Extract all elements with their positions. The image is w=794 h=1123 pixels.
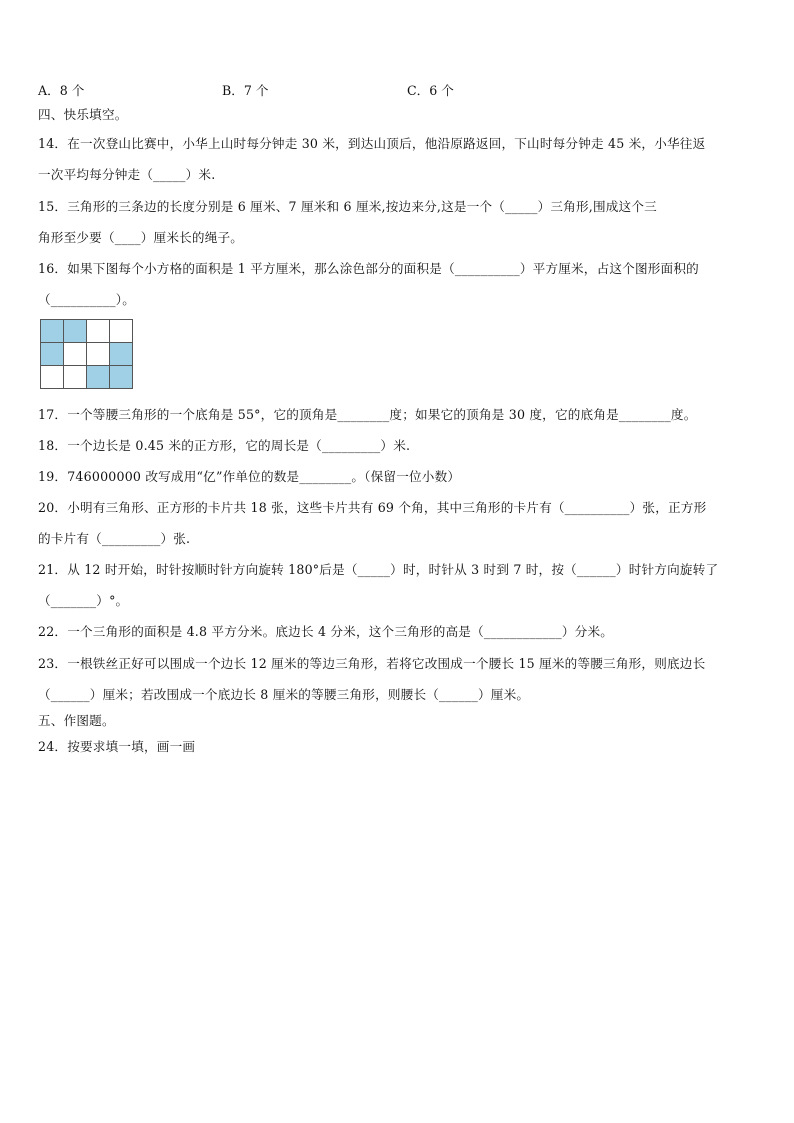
section-five-heading: 五、作图题。 [38, 713, 115, 728]
grid-cell-shaded [41, 343, 64, 366]
grid-cell-blank [41, 366, 64, 389]
grid-cell-shaded [64, 320, 87, 343]
question-22: 22．一个三角形的面积是 4.8 平方分米。底边长 4 分米，这个三角形的高是（____________）分米。 [38, 624, 614, 639]
question-14-line-2: 一次平均每分钟走（_____）米. [38, 167, 216, 182]
question-17: 17．一个等腰三角形的一个底角是 55°，它的顶角是________度；如果它的顶角是 30 度，它的底角是________度。 [38, 407, 697, 422]
question-19: 19．746000000 改写成用“亿”作单位的数是________。（保留一位小数） [38, 469, 461, 484]
section-four-heading: 四、快乐填空。 [38, 107, 128, 122]
option-b: B．7 个 [222, 83, 269, 98]
question-23-line-1: 23．一根铁丝正好可以围成一个边长 12 厘米的等边三角形，若将它改围成一个腰长 15 厘米的等腰三角形，则底边长 [38, 656, 706, 671]
question-23-line-2: （______）厘米；若改围成一个底边长 8 厘米的等腰三角形，则腰长（______）厘米。 [38, 687, 530, 702]
option-a: A．8 个 [38, 83, 85, 98]
question-21-line-1: 21．从 12 时开始，时针按顺时针方向旋转 180°后是（_____）时，时针从 3 时到 7 时，按（______）时针方向旋转了 [38, 562, 719, 577]
grid-cell-blank [87, 320, 110, 343]
grid-cell-shaded [87, 366, 110, 389]
option-c: C．6 个 [407, 83, 454, 98]
question-16-line-1: 16．如果下图每个小方格的面积是 1 平方厘米，那么涂色部分的面积是（__________）平方厘米，占这个图形面积的 [38, 261, 699, 276]
grid-cell-blank [110, 320, 133, 343]
grid-cell-shaded [41, 320, 64, 343]
grid-cell-shaded [110, 343, 133, 366]
area-grid-figure [40, 319, 133, 389]
grid-cell-blank [87, 343, 110, 366]
question-20-line-1: 20．小明有三角形、正方形的卡片共 18 张，这些卡片共有 69 个角，其中三角形的卡片有（__________）张，正方形 [38, 500, 707, 515]
question-24: 24．按要求填一填，画一画 [38, 739, 196, 754]
question-15-line-2: 角形至少要（____）厘米长的绳子。 [38, 230, 244, 245]
question-20-line-2: 的卡片有（_________）张. [38, 531, 191, 546]
grid-cell-blank [64, 366, 87, 389]
grid-cell-blank [64, 343, 87, 366]
question-21-line-2: （_______）°。 [38, 593, 129, 608]
grid-cell-shaded [110, 366, 133, 389]
question-18: 18．一个边长是 0.45 米的正方形，它的周长是（_________）米. [38, 438, 411, 453]
question-14-line-1: 14．在一次登山比赛中，小华上山时每分钟走 30 米，到达山顶后，他沿原路返回，下山时每分钟走 45 米，小华往返 [38, 136, 706, 151]
question-15-line-1: 15．三角形的三条边的长度分别是 6 厘米、7 厘米和 6 厘米,按边来分,这是一个（_____）三角形,围成这个三 [38, 199, 657, 214]
question-16-line-2: （__________）。 [38, 292, 136, 307]
